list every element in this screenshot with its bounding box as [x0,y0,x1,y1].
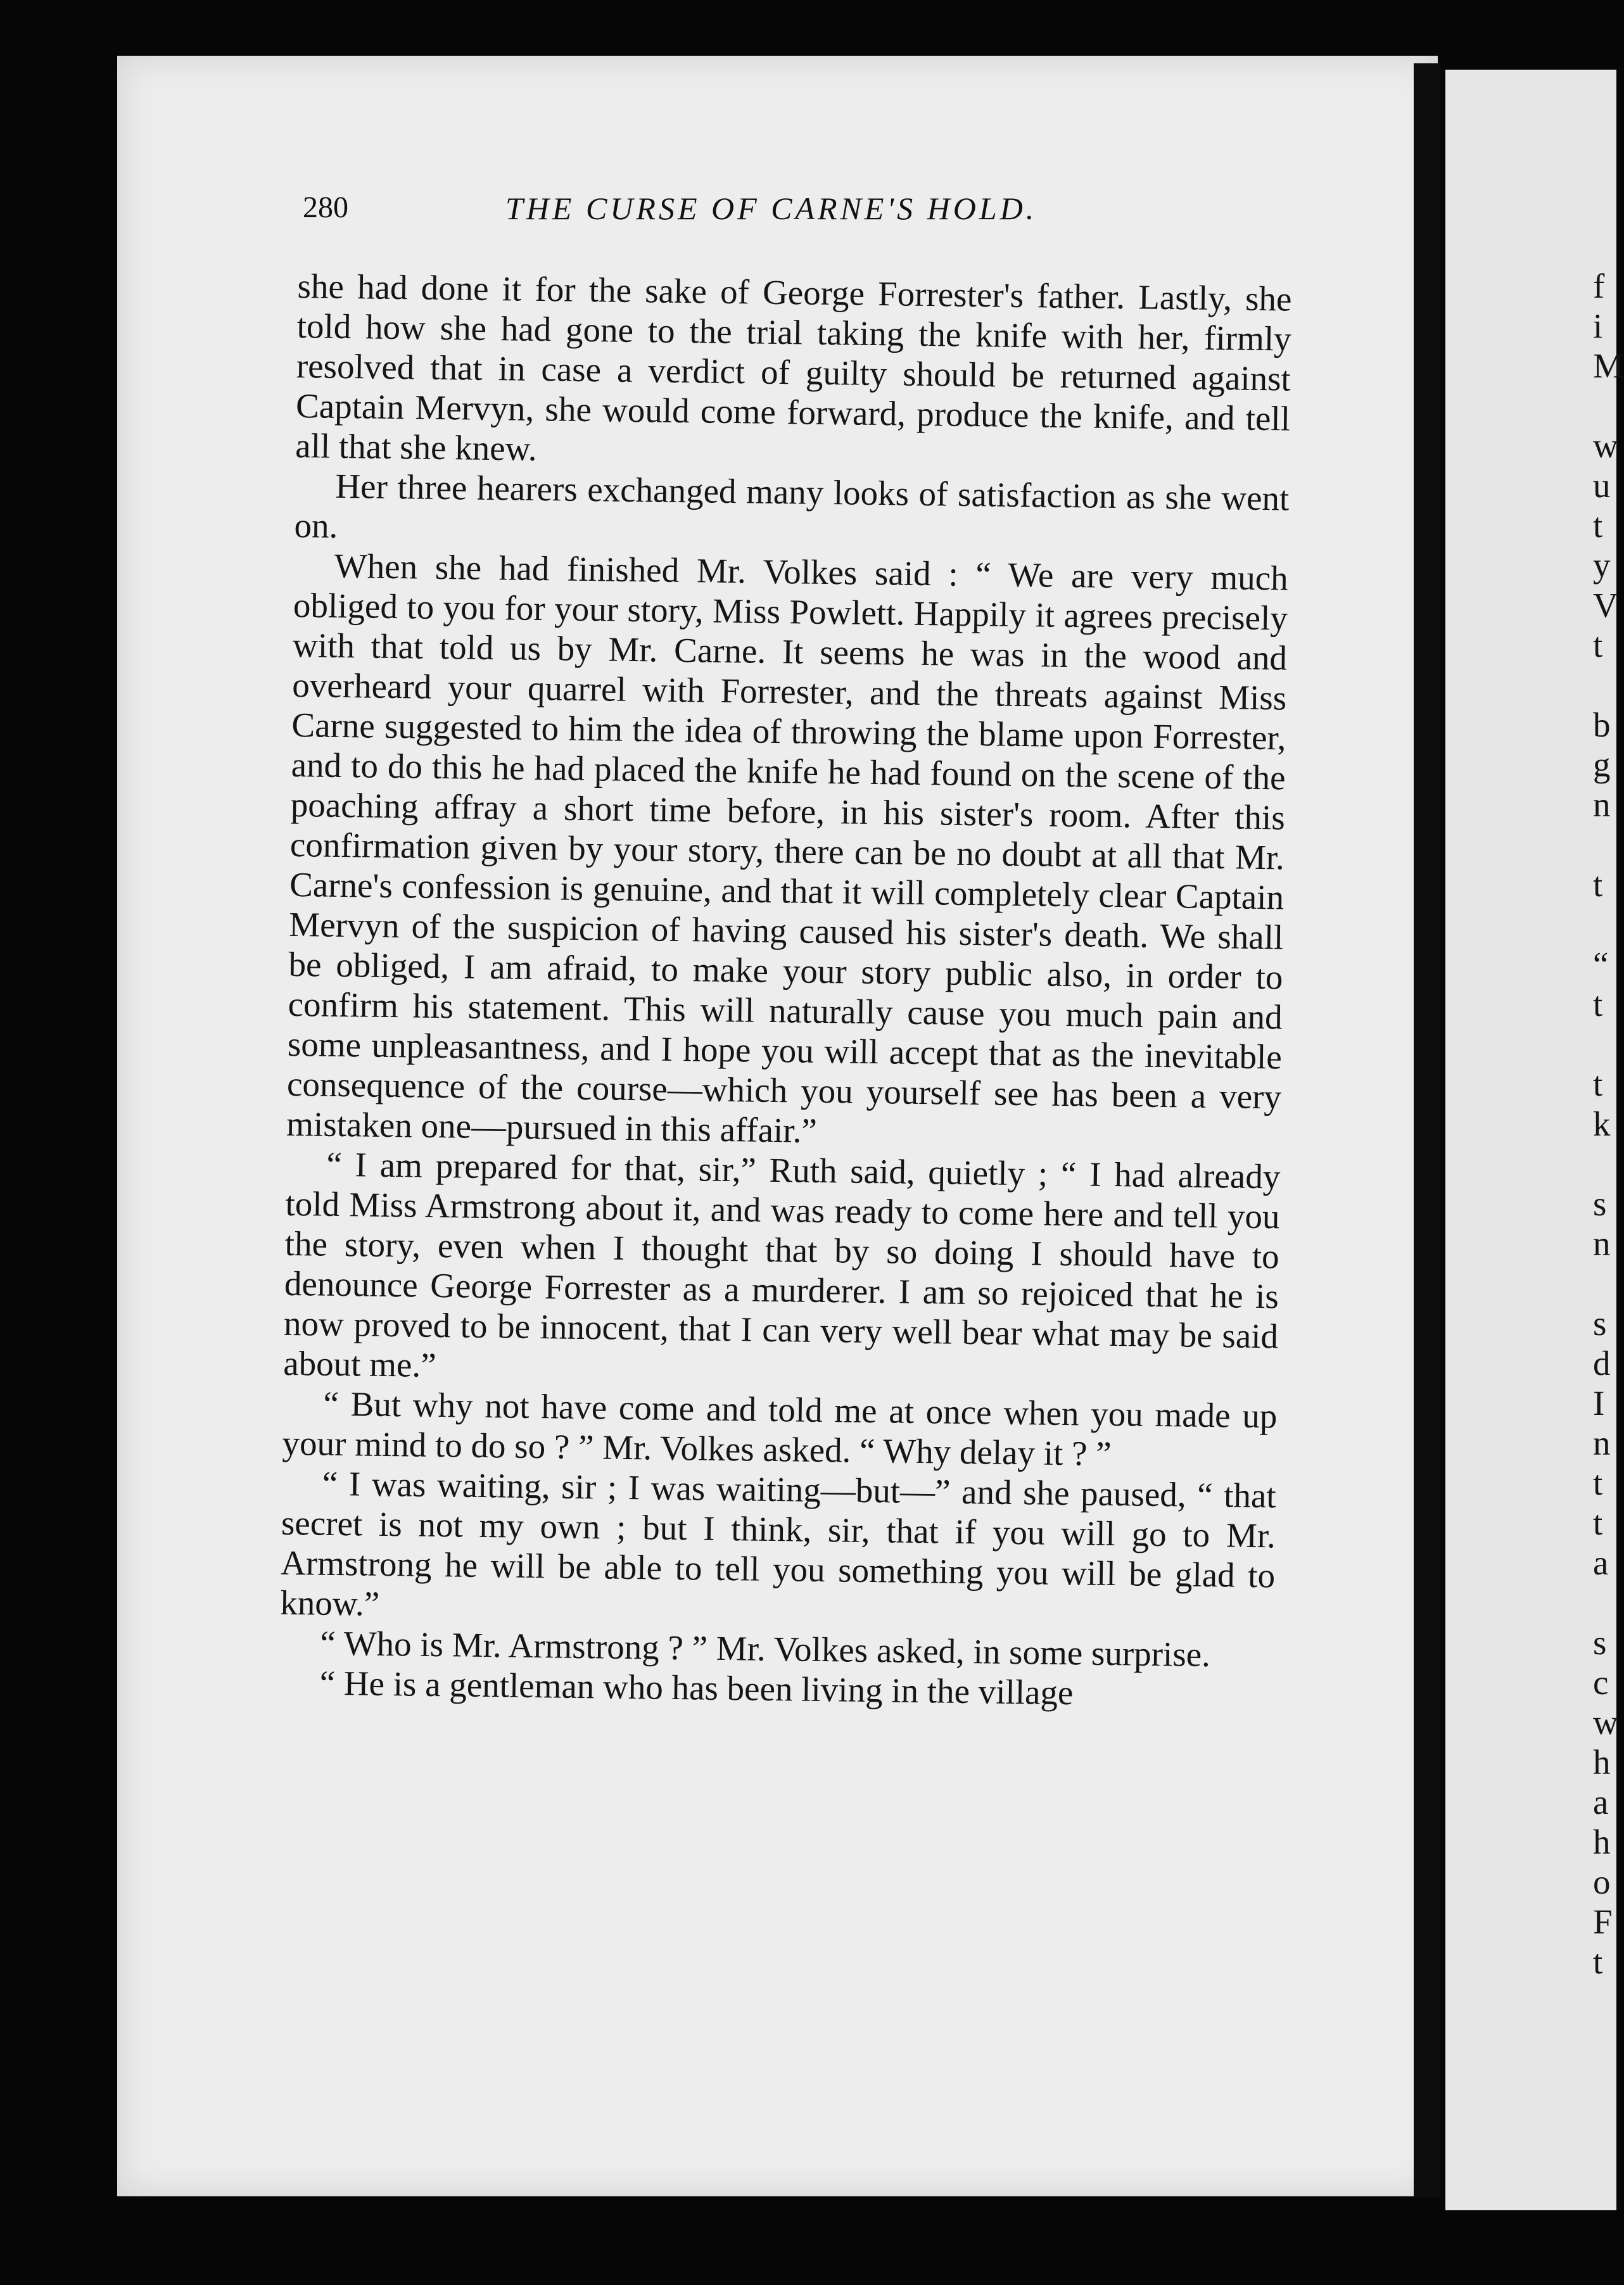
running-title: THE CURSE OF CARNE'S HOLD. [505,191,1037,226]
facing-page-line [1593,904,1616,944]
facing-page-line [1593,665,1616,705]
facing-page-text [1593,266,1624,1982]
facing-page-line: a [1593,1783,1609,1821]
page-number: 280 [303,191,348,224]
facing-page-line: g [1593,745,1611,784]
facing-page-line: h [1593,1823,1611,1861]
facing-page-line: u [1593,466,1611,505]
paragraph: “ I am prepared for that, sir,” Ruth said, quietly ; “ I had already told Miss Armstrong about it, and was ready to come here and tell you the story, even when I thought that by so doing I should have to denounce George Forrester as a murderer. I am so rejoiced that he is now proved to be innocent, that I can very well bear what may be said about me.” [282,1144,1281,1385]
paragraph: “ He is a gentleman who has been living in the village [319,1663,1074,1712]
paragraph: “ Who is Mr. Armstrong ? ” Mr. Volkes asked, in some surprise. [320,1623,1211,1674]
facing-page-line: I [1593,1384,1605,1422]
facing-page-line: “ [1593,945,1609,984]
facing-page-line: k [1593,1105,1611,1143]
facing-page-line: s [1593,1184,1607,1223]
facing-page-line: n [1593,1424,1611,1462]
facing-page-line: o [1593,1863,1611,1901]
facing-page-line: s [1593,1304,1607,1343]
facing-page-line: t [1593,506,1603,545]
facing-page-line: t [1593,626,1603,664]
facing-page-line: h [1593,1743,1611,1782]
facing-page-line [1593,1583,1616,1623]
page-header [303,190,1288,241]
facing-page-line: t [1593,1464,1603,1502]
facing-page-line: t [1593,985,1603,1023]
facing-page-line: d [1593,1344,1611,1383]
facing-page-line: t [1593,865,1603,904]
book-gutter [1414,63,1440,2198]
facing-page-line [1593,825,1616,864]
paragraph: When she had finished Mr. Volkes said : “ We are very much obliged to you for your story, Miss Powlett. Happily it agrees precisely with that told us by Mr. Carne. It seems he was in the wood and overheard your quarrel with Forrester, and the threats against Miss Carne suggested to him the idea of throwing the blame upon Forrester, and to do this he had placed the knife he had found on the scene of the poaching affray a short time before, in his sister's room. After this confirmation given by your story, there can be no doubt at all that Mr. Carne's confession is genuine, and that it will completely clear Captain Mervyn of the suspicion of having caused his sister's death. We shall be obliged, I am afraid, to make your story public also, in order to confirm his statement. This will naturally cause you much pain and some unpleasantness, and I hope you will accept that as the inevitable consequence of the course—which you yourself see has been a very mistaken one—pursued in this affair.” [286,546,1289,1150]
facing-page-line: w [1593,1703,1618,1742]
facing-page-line: F [1593,1902,1613,1941]
facing-page-line: w [1593,426,1618,465]
facing-page-line: c [1593,1663,1609,1702]
facing-page-line: M [1593,346,1624,385]
paragraph: “ But why not have come and told me at once when you made up your mind to do so ? ” Mr. Volkes asked. “ Why delay it ? ” [282,1384,1278,1473]
facing-page-line [1593,1024,1616,1064]
facing-page-line: t [1593,1503,1603,1542]
paragraph: Her three hearers exchanged many looks of satisfaction as she went on. [294,466,1290,545]
facing-page-line [1593,1263,1616,1303]
facing-page-line: y [1593,546,1611,585]
facing-page-line: t [1593,1065,1603,1103]
facing-page-line: n [1593,785,1611,824]
facing-page-line [1593,1144,1616,1184]
facing-page [1445,70,1624,2210]
paragraph: “ I was waiting, sir ; I was waiting—but—” and she paused, “ that secret is not my own ; but I think, sir, that if you will go to Mr. Armstrong he will be able to tell you something you will be glad to know.” [279,1464,1277,1623]
facing-page-line: t [1593,1942,1603,1981]
facing-page-line: s [1593,1623,1607,1662]
body-text [279,266,1292,1715]
facing-page-line: f [1593,267,1605,305]
facing-page-line: i [1593,307,1603,345]
facing-page-line: a [1593,1543,1609,1582]
facing-page-line: b [1593,706,1611,744]
paragraph: she had done it for the sake of George Forrester's father. Lastly, she told how she had gone to the trial taking the knife with her, firmly resolved that in case a verdict of guilty should be returned against Captain Mervyn, she would come forward, produce the knife, and tell all that she knew. [295,266,1292,468]
facing-page-line [1593,386,1616,426]
facing-page-line: n [1593,1224,1611,1263]
facing-page-line: V [1593,586,1618,624]
